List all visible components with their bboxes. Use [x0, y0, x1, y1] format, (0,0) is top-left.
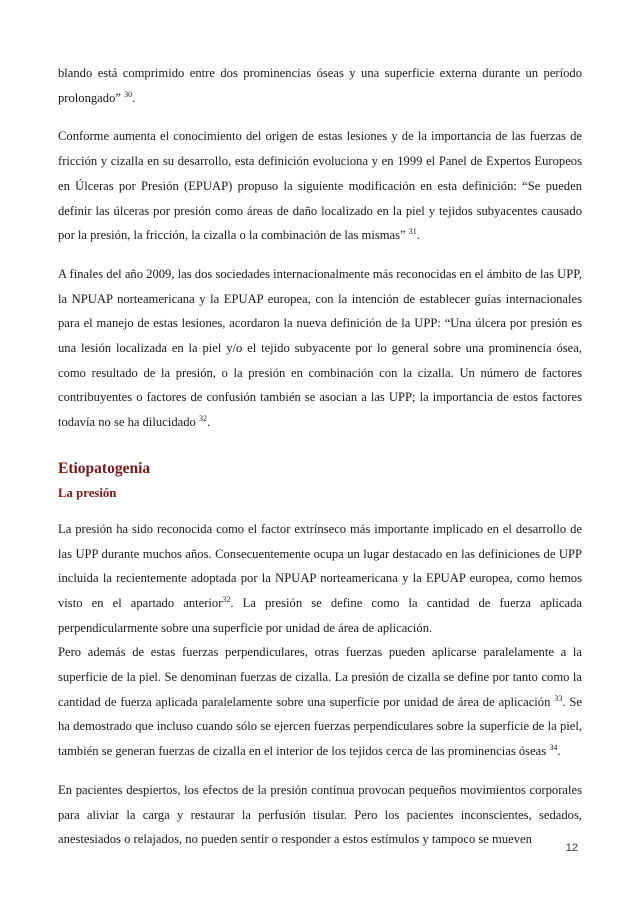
citation-ref: 31 [408, 227, 417, 237]
paragraph-epuap-definition: Conforme aumenta el conocimiento del origen de estas lesiones y de la importancia de las fuerzas de fricción y cizalla en su desarrollo, esta definición evoluciona y en 1999 el Panel de Expertos Europeos en Úlceras por Presión (EPUAP) propuso la siguiente modificación en esta definición: “Se pueden definir las úlceras por presión como áreas de daño localizado en la piel y tejidos subyacentes causado por la presión, la fricción, la cizalla o la combinación de las mismas” $^{31}$. [58, 129, 582, 243]
page-body [58, 61, 582, 852]
citation-ref: 34 [549, 742, 558, 752]
paragraph-shear-forces: Pero además de estas fuerzas perpendiculares, otras fuerzas pueden aplicarse paralelamente a la superficie de la piel. Se denominan fuerzas de cizalla. La presión de cizalla se define por tanto como la cantidad de fuerza aplicada paralelamente sobre una superficie por unidad de área de aplicación $^{33}$. Se ha demostrado que incluso cuando sólo se ejercen fuerzas perpendiculares sobre la superficie de la piel, también se generan fuerzas de cizalla en el interior de los tejidos cerca de las prominencias óseas $^{34}$. [58, 645, 583, 759]
citation-ref: 33 [554, 693, 563, 703]
citation-ref: 30 [124, 89, 133, 99]
citation-ref: 32 [222, 594, 231, 604]
paragraph-pressure-definition: La presión ha sido reconocida como el factor extrínseco más importante implicado en el desarrollo de las UPP durante muchos años. Consecuentemente ocupa un lugar destacado en las definiciones de UPP incluida la recientemente adoptada por la NPUAP norteamericana y la EPUAP europea, como hemos visto en el apartado anterior$^{32}$. La presión se define como la cantidad de fuerza aplicada perpendicularmente sobre una superficie por unidad de área de aplicación. [58, 521, 582, 635]
section-heading: Etiopatogenia [58, 459, 151, 477]
paragraph-continuation: blando está comprimido entre dos prominencias óseas y una superficie externa durante un período prolongado” $^{30}$. [58, 66, 582, 105]
page-number: 12 [565, 842, 578, 854]
paragraph-awake-patients: En pacientes despiertos, los efectos de la presión continua provocan pequeños movimientos corporales para aliviar la carga y restaurar la perfusión tisular. Pero los pacientes inconscientes, sedados, anestesiados o relajados, no pueden sentir o responder a estos estímulos y tampoco se mueven [58, 782, 582, 847]
citation-ref: 32 [198, 413, 207, 423]
paragraph-2009-definition: A finales del año 2009, las dos sociedades internacionalmente más reconocidas en el ámbito de las UPP, la NPUAP norteamericana y la EPUAP europea, con la intención de establecer guías internacionales para el manejo de estas lesiones, acordaron la nueva definición de la UPP: “Una úlcera por presión es una lesión localizada en la piel y/o el tejido subyacente por lo general sobre una prominencia ósea, como resultado de la presión, o la presión en combinación con la cizalla. Un número de factores contribuyentes o factores de confusión también se asocian a las UPP; la importancia de estos factores todavía no se ha dilucidado $^{32}$. [58, 266, 582, 430]
subsection-heading: La presión [58, 485, 117, 500]
